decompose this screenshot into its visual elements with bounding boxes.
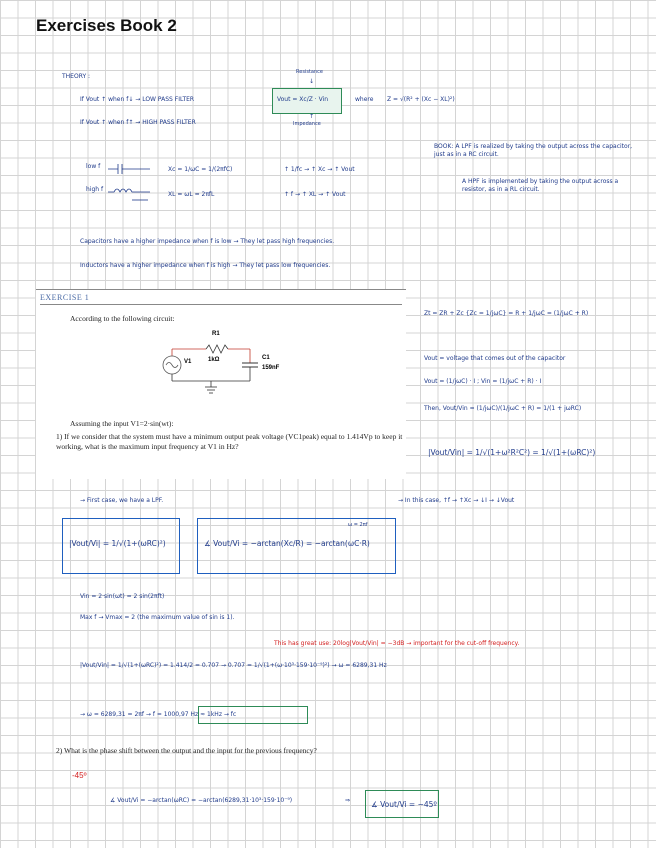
omega-note: ω = 2πf xyxy=(348,522,368,528)
resistor-icon xyxy=(206,345,228,353)
theory-line-hpf: If Vout ↑ when f↑ → HIGH PASS FILTER xyxy=(80,119,196,126)
final-phase-box xyxy=(365,790,439,818)
where-label: where xyxy=(355,96,374,103)
inductor-note: Inductors have a higher impedance when f is high → They let pass low frequencies. xyxy=(80,262,331,269)
lpf-note: BOOK: A LPF is realized by taking the output across the capacitor, just as in a RC circuit. xyxy=(434,143,633,158)
magnitude-equation: |Vout/Vin| = 1/√(1+(ωRC)²) = 1.414/2 = 0.707 → 0.707 = 1/√(1+(ω·10³·159·10⁻⁹)²) → ω = 6289,31 Hz xyxy=(80,662,387,669)
exercise-assumption: Assuming the input V1=2·sin(wt): xyxy=(70,419,174,428)
filter-sketch xyxy=(104,158,154,206)
question-1: 1) If we consider that the system must have a minimum output peak voltage (VC1peak) equal to 1.414Vp to keep it working, what is the maximum input frequency at V1 in Hz? xyxy=(56,432,403,451)
derivation-currents: Vout = (1/jωC) · I ; Vin = (1/jωC + R) · I xyxy=(424,378,542,385)
arrow-down-icon: ↓ xyxy=(309,78,315,85)
implies-arrow-icon: ⇒ xyxy=(345,797,351,804)
xl-formula: XL = ωL = 2πfL xyxy=(168,191,215,198)
z-formula: Z = √(R² + (Xc − XL)²) xyxy=(387,96,455,103)
exercise-intro: According to the following circuit: xyxy=(70,314,175,323)
exercise-panel xyxy=(36,289,406,479)
circuit-diagram xyxy=(154,329,284,401)
page-title: Exercises Book 2 xyxy=(36,16,177,35)
c1-value: 159nF xyxy=(262,365,280,371)
phase-formula: ∡ Vout/Vi = −arctan(Xc/R) = −arctan(ωC·R) xyxy=(204,539,370,548)
theory-line-lpf: If Vout ↑ when f↓ → LOW PASS FILTER xyxy=(80,96,195,103)
answer-2: -45º xyxy=(72,771,87,780)
capacitor-note: Capacitors have a higher impedance when f is low → They let pass high frequencies. xyxy=(80,238,335,245)
vin-expression: Vin = 2·sin(ωt) = 2 sin(2πft) xyxy=(80,593,165,600)
c1-label: C1 xyxy=(262,355,270,361)
question-2: 2) What is the phase shift between the output and the input for the previous frequency? xyxy=(56,746,317,755)
max-voltage-note: Max f → Vmax = 2 (the maximum value of sin is 1). xyxy=(80,614,235,621)
resistance-label: Resistance xyxy=(296,69,323,75)
trend-capacitor: ↑ 1/fc → ↑ Xc → ↑ Vout xyxy=(284,166,355,173)
hpf-note: A HPF is implemented by taking the output across a resistor, as in a RL circuit. xyxy=(462,178,619,193)
r1-label: R1 xyxy=(212,331,220,337)
trend-inductor: ↑ f → ↑ XL → ↑ Vout xyxy=(284,191,346,198)
phase-box xyxy=(197,518,396,574)
final-phase: ∡ Vout/Vi = −45º xyxy=(371,800,437,809)
low-f-label: low f xyxy=(86,163,101,170)
arrow-up-icon: ↑ xyxy=(309,113,315,120)
magnitude-formula: |Vout/Vi| = 1/√(1+(ωRC)²) xyxy=(69,539,166,548)
derivation-magnitude: |Vout/Vin| = 1/√(1+ω²R²C²) = 1/√(1+(ωRC)²) xyxy=(428,448,596,457)
phase-calculation: ∡ Vout/Vi = −arctan(ωRC) = −arctan(6289,31·10³·159·10⁻⁹) xyxy=(110,797,293,804)
xc-formula: Xc = 1/ωC = 1/(2πfC) xyxy=(168,166,233,173)
inductor-sketch-icon xyxy=(108,189,150,192)
r1-value: 1kΩ xyxy=(208,357,220,363)
high-f-label: high f xyxy=(86,186,104,193)
cutoff-note: This has great use: 20log|Vout/Vin| = −3dB → important for the cut-off frequency. xyxy=(274,640,520,647)
frequency-result: → ω = 6289,31 = 2πf → f = 1000,97 Hz ≈ 1kHz → fc xyxy=(80,711,237,718)
first-case-note: → First case, we have a LPF. xyxy=(80,497,164,504)
second-case-note: → In this case, ↑f → ↑Xc → ↓I → ↓Vout xyxy=(398,497,515,504)
impedance-label: Impedance xyxy=(293,121,321,127)
derivation-impedance: Zt = ZR + Zc {Zc = 1/jωC} = R + 1/jωC = (1/jωC + R) xyxy=(424,310,589,317)
magnitude-box xyxy=(62,518,180,574)
vout-formula: Vout = Xc/Z · Vin xyxy=(277,96,329,103)
vout-formula-box xyxy=(272,88,342,114)
theory-heading: THEORY : xyxy=(62,73,91,80)
derivation-ratio: Then, Vout/Vin = (1/jωC)/(1/jωC + R) = 1/(1 + jωRC) xyxy=(424,405,582,412)
capacitor-sketch-icon xyxy=(108,164,150,174)
derivation-vout-def: Vout = voltage that comes out of the capacitor xyxy=(424,355,566,362)
exercise-heading: EXERCISE 1 xyxy=(40,293,90,302)
v1-label: V1 xyxy=(184,359,192,365)
